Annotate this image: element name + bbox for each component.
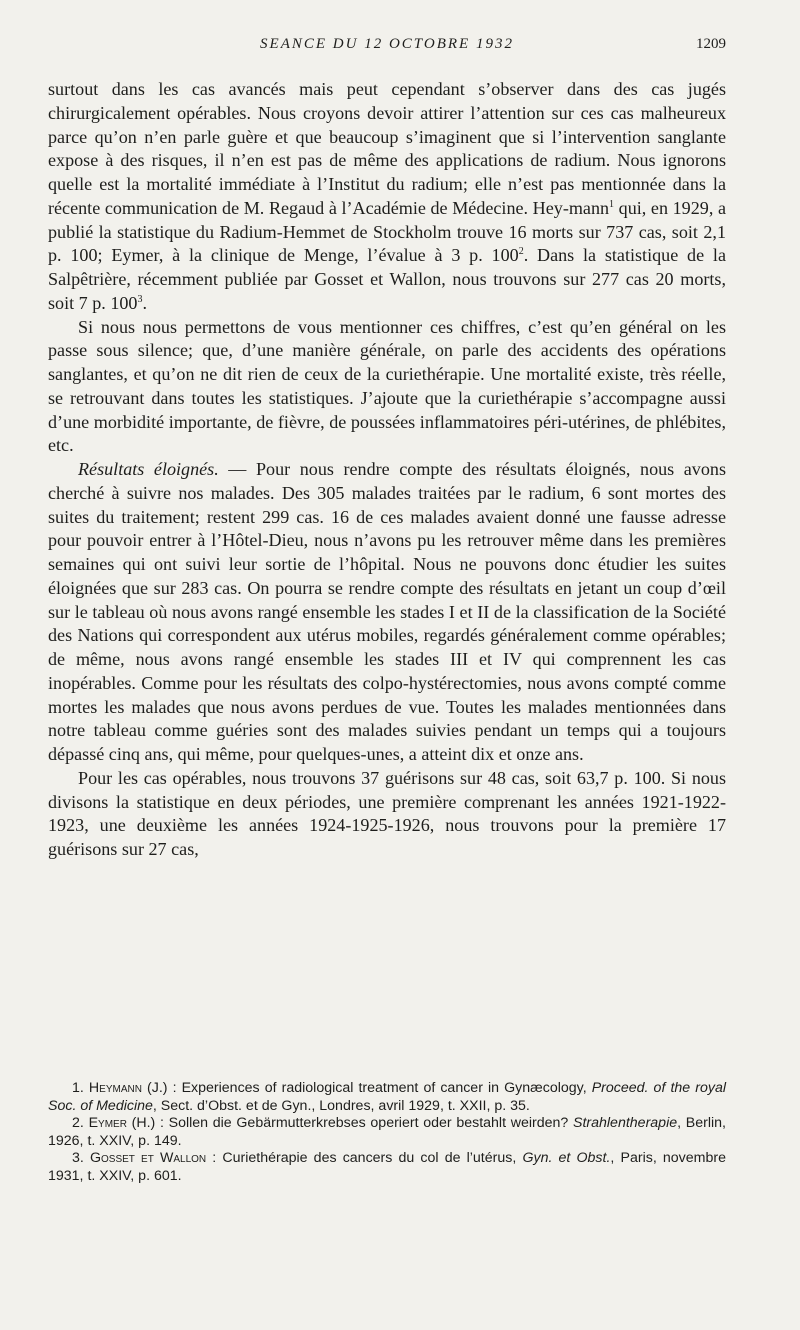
footnote-2-journal: Strahlentherapie bbox=[573, 1115, 678, 1132]
footnote-3-author: Gosset et Wallon bbox=[89, 1150, 207, 1167]
footnote-2-number: 2. bbox=[72, 1115, 84, 1132]
footnote-ref-2: 2 bbox=[518, 246, 524, 258]
footnote-3-journal: Gyn. et Obst. bbox=[522, 1150, 611, 1167]
footnote-ref-3: 3 bbox=[137, 293, 143, 305]
paragraph-1-text: surtout dans les cas avancés mais peut cependant s’observer dans des cas jugés chirurgicalement opérables. Nous croyons devoir attirer l’attention sur ces cas malheureux parce qu’on n’en parle guère et que beaucoup s’imaginent que si l’intervention sanglante expose à des risques, il n’en est pas de même des applications de radium. Nous ignorons quelle est la mortalité immédiate à l’Institut du radium; elle n’est pas mentionnée dans la récente communication de M. Regaud à l’Académie de Médecine. Hey-mann bbox=[48, 79, 726, 218]
footnote-2-rest: , Berlin, 1926, t. XXIV, p. 149. bbox=[48, 1115, 726, 1149]
paragraph-3 bbox=[48, 458, 726, 767]
paragraph-1-text-d: . bbox=[142, 292, 148, 313]
footnote-3-text: : Curiethérapie des cancers du col de l’utérus, bbox=[206, 1150, 523, 1167]
section-lead: Résultats éloignés. bbox=[78, 459, 219, 479]
footnotes bbox=[48, 1080, 726, 1186]
paragraph-1 bbox=[48, 78, 726, 316]
footnote-1-rest: , Sect. d’Obst. et de Gyn., Londres, avril 1929, t. XXII, p. 35. bbox=[152, 1097, 530, 1114]
footnote-1-number: 1. bbox=[72, 1080, 84, 1096]
footnote-2-text: (H.) : Sollen die Gebärmutterkrebses operiert oder bestahlt weirden? bbox=[126, 1115, 573, 1132]
paragraph-2: Si nous nous permettons de vous mentionner ces chiffres, c’est qu’en général on les passe sous silence; que, d’une manière générale, on parle des accidents des opérations sanglantes, et qu’on ne dit rien de ceux de la curiethérapie. Une mortalité existe, très réelle, se retrouvant dans toutes les statistiques. J’ajoute que la curiethérapie s’accompagne aussi d’une morbidité importante, de fièvre, de poussées inflammatoires péri-utérines, de phlébites, etc. bbox=[48, 316, 726, 456]
page-header bbox=[48, 36, 726, 58]
footnote-1 bbox=[48, 1080, 726, 1115]
footnote-ref-1: 1 bbox=[609, 198, 615, 210]
running-title: SEANCE DU 12 OCTOBRE 1932 bbox=[260, 36, 514, 52]
footnote-2-author: Eymer bbox=[88, 1115, 127, 1132]
footnote-3-number: 3. bbox=[72, 1150, 84, 1167]
footnote-3-rest: , Paris, novembre 1931, t. XXIV, p. 601. bbox=[48, 1150, 726, 1184]
paragraph-3-text: — Pour nous rendre compte des résultats éloignés, nous avons cherché à suivre nos malades. Des 305 malades traitées par le radium, 6 sont mortes des suites du traitement; restent 299 cas. 16 de ces malades avaient donné une fausse adresse pour pouvoir entrer à l’Hôtel-Dieu, nous n’avons pu les retrouver même dans les premières semaines qui ont suivi leur sortie de l’hôpital. Nous ne pouvons donc étudier les suites éloignées que sur 283 cas. On pourra se rendre compte des résultats en jetant un coup d’œil sur le tableau où nous avons rangé ensemble les stades I et II de la classification de la Société des Nations qui correspondent aux utérus mobiles, regardés généralement comme opérables; de même, nous avons rangé ensemble les stades III et IV qui comprennent les cas inopérables. Comme pour les résultats des colpo-hystérectomies, nous avons compté comme mortes les malades que nous avons perdues de vue. Toutes les malades mentionnées dans notre tableau comme guéries sont des malades suivies pendant un temps qui a toujours dépassé cinq ans, qui même, pour quelques-unes, a atteint dix et onze ans. bbox=[48, 459, 726, 764]
footnote-1-author: Heymann bbox=[88, 1080, 142, 1096]
body-text bbox=[48, 78, 726, 862]
page-number: 1209 bbox=[696, 36, 726, 52]
paragraph-4: Pour les cas opérables, nous trouvons 37 guérisons sur 48 cas, soit 63,7 p. 100. Si nous divisons la statistique en deux périodes, une première comprenant les années 1921-1922-1923, une deuxième les années 1924-1925-1926, nous trouvons pour la première 17 guérisons sur 27 cas, bbox=[48, 767, 726, 859]
footnote-2 bbox=[48, 1115, 726, 1150]
footnote-1-text: (J.) : Experiences of radiological treatment of cancer in Gynæcology, bbox=[141, 1080, 592, 1096]
paragraph-1-text-b: qui, en 1929, a publié la statistique du Radium-Hemmet de Stockholm trouve 16 morts sur 737 cas, soit 2,1 p. 100; Eymer, à la clinique de Menge, l’évalue à 3 p. 100 bbox=[48, 197, 726, 266]
paragraph-1-text-c: . Dans la statistique de la Salpêtrière, récemment publiée par Gosset et Wallon, nous trouvons sur 277 cas 20 morts, soit 7 p. 100 bbox=[48, 245, 726, 313]
footnote-3 bbox=[48, 1150, 726, 1185]
footnote-1-journal: Proceed. of the royal Soc. of Medicine bbox=[48, 1080, 726, 1114]
